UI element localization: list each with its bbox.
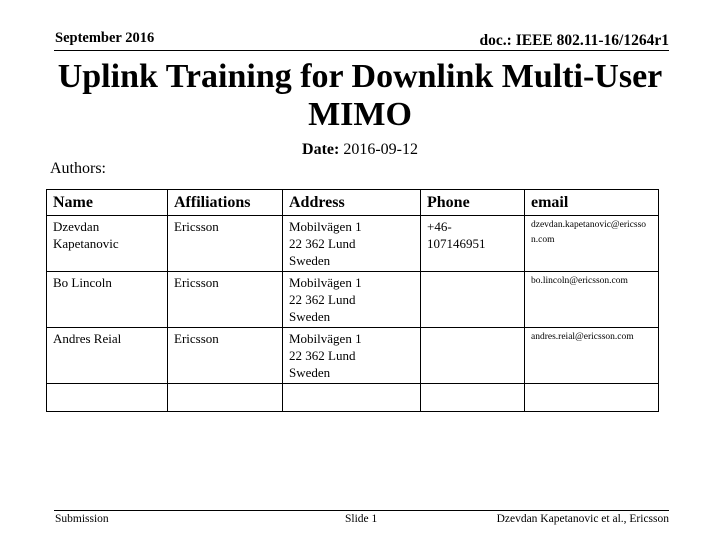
empty-cell [421, 384, 525, 412]
phone-line: +46- [427, 219, 452, 234]
author-address-cell [283, 328, 421, 384]
address-line: Sweden [289, 365, 331, 380]
date-value: 2016-09-12 [343, 141, 418, 158]
slide-title [40, 58, 680, 134]
address-line: Mobilvägen 1 [289, 331, 362, 346]
author-phone-cell [421, 216, 525, 272]
footer-divider [54, 510, 669, 511]
author-email-cell: andres.reial@ericsson.com [525, 328, 659, 384]
author-name-line: Bo Lincoln [53, 275, 112, 290]
author-affiliation-cell: Ericsson [168, 216, 283, 272]
author-name-cell [47, 272, 168, 328]
address-line: Sweden [289, 309, 331, 324]
author-email-cell: bo.lincoln@ericsson.com [525, 272, 659, 328]
author-affiliation-cell: Ericsson [168, 272, 283, 328]
address-line: Mobilvägen 1 [289, 219, 362, 234]
table-header-row [47, 190, 659, 216]
footer-submission: Submission [55, 513, 109, 525]
column-header-email: email [525, 190, 659, 216]
slide-title-line-1: Uplink Training for Downlink Multi-User [57, 58, 663, 95]
author-phone-cell [421, 272, 525, 328]
date-label: Date: [302, 141, 340, 158]
column-header-phone: Phone [421, 190, 525, 216]
address-line: 22 362 Lund [289, 292, 356, 307]
header-doc-id: doc.: IEEE 802.11-16/1264r1 [479, 32, 669, 49]
author-name-cell [47, 328, 168, 384]
table-row [47, 216, 659, 272]
table-row [47, 272, 659, 328]
date-line [0, 141, 720, 159]
header-divider [54, 50, 669, 51]
slide-title-line-2: MIMO [308, 96, 412, 133]
table-row [47, 328, 659, 384]
empty-cell [168, 384, 283, 412]
address-line: Mobilvägen 1 [289, 275, 362, 290]
author-name-line: Andres Reial [53, 331, 122, 346]
empty-cell [283, 384, 421, 412]
author-affiliation-cell: Ericsson [168, 328, 283, 384]
footer-author: Dzevdan Kapetanovic et al., Ericsson [496, 513, 669, 525]
address-line: 22 362 Lund [289, 236, 356, 251]
header-date: September 2016 [55, 30, 155, 46]
author-phone-cell [421, 328, 525, 384]
column-header-address: Address [283, 190, 421, 216]
address-line: 22 362 Lund [289, 348, 356, 363]
address-line: Sweden [289, 253, 331, 268]
table-row-empty [47, 384, 659, 412]
empty-cell [47, 384, 168, 412]
authors-label: Authors: [50, 160, 106, 177]
author-address-cell [283, 272, 421, 328]
column-header-name: Name [47, 190, 168, 216]
author-address-cell [283, 216, 421, 272]
authors-table [46, 189, 659, 412]
author-name-cell [47, 216, 168, 272]
phone-line: 107146951 [427, 236, 486, 251]
author-email-cell: dzevdan.kapetanovic@ericsson.com [525, 216, 659, 272]
column-header-affiliations: Affiliations [168, 190, 283, 216]
footer-slide-number: Slide 1 [345, 513, 378, 525]
author-name-line: Dzevdan [53, 219, 100, 234]
empty-cell [525, 384, 659, 412]
author-name-line: Kapetanovic [53, 236, 119, 251]
